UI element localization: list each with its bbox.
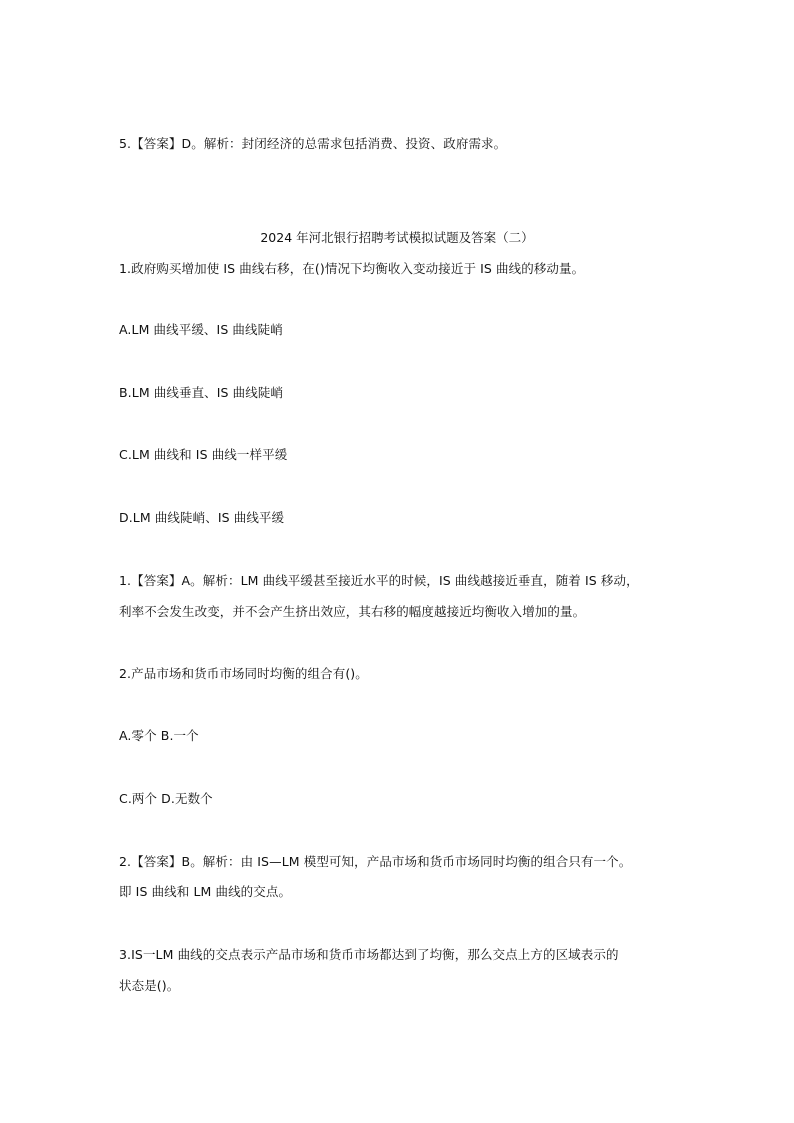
question-2-options-cd: C.两个 D.无数个 bbox=[119, 791, 213, 806]
answer-5-text: 5.【答案】D。解析：封闭经济的总需求包括消费、投资、政府需求。 bbox=[119, 136, 507, 151]
question-1-option-c: C.LM 曲线和 IS 曲线一样平缓 bbox=[119, 447, 288, 462]
question-1-option-a: A.LM 曲线平缓、IS 曲线陡峭 bbox=[119, 322, 283, 337]
question-1-option-b: B.LM 曲线垂直、IS 曲线陡峭 bbox=[119, 385, 284, 400]
question-2-options-ab: A.零个 B.一个 bbox=[119, 728, 199, 743]
question-1-option-d: D.LM 曲线陡峭、IS 曲线平缓 bbox=[119, 510, 285, 525]
question-1-stem: 1.政府购买增加使 IS 曲线右移，在()情况下均衡收入变动接近于 IS 曲线的移动量。 bbox=[119, 261, 585, 276]
question-3-stem-line-1: 3.IS一LM 曲线的交点表示产品市场和货币市场都达到了均衡，那么交点上方的区域表示的 bbox=[119, 947, 619, 962]
answer-2-line-2: 即 IS 曲线和 LM 曲线的交点。 bbox=[119, 884, 292, 899]
answer-1-line-2: 利率不会发生改变，并不会产生挤出效应，其右移的幅度越接近均衡收入增加的量。 bbox=[119, 604, 586, 619]
answer-1-line-1: 1.【答案】A。解析：LM 曲线平缓甚至接近水平的时候，IS 曲线越接近垂直，随着 IS 移动， bbox=[119, 573, 639, 588]
answer-2-line-1: 2.【答案】B。解析：由 IS—LM 模型可知，产品市场和货币市场同时均衡的组合只有一个。 bbox=[119, 854, 632, 869]
section-title: 2024 年河北银行招聘考试模拟试题及答案（二） bbox=[260, 230, 534, 245]
question-3-stem-line-2: 状态是()。 bbox=[119, 978, 180, 993]
question-2-stem: 2.产品市场和货币市场同时均衡的组合有()。 bbox=[119, 666, 368, 681]
